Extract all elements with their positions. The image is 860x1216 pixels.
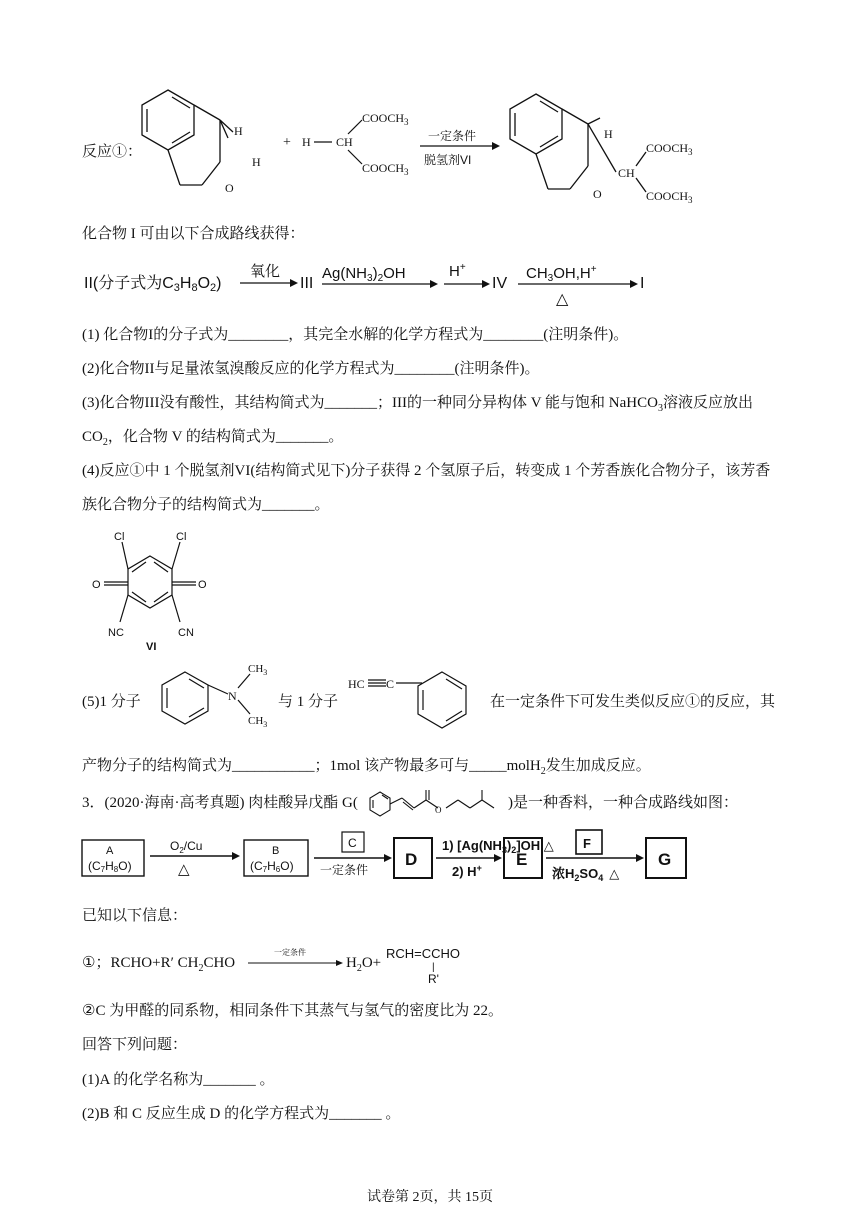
box-A-formula: (C7H8O) bbox=[88, 859, 132, 874]
question-3-line2: $CO_2$，化合物 V 的结构简式为_______。 bbox=[82, 429, 344, 448]
ddq-cl1: Cl bbox=[114, 531, 125, 543]
synthesis-scheme-drawing bbox=[80, 828, 692, 888]
dma-ch3-top: $CH_3$ bbox=[248, 663, 268, 677]
route-arrow3-label: H+ bbox=[449, 262, 466, 280]
ddq-cn: CN bbox=[178, 627, 194, 639]
route-I: I bbox=[640, 275, 645, 292]
scheme-arrow1-top: $O_2/Cu$ bbox=[170, 839, 203, 855]
box-B-formula: (C7H6O) bbox=[250, 859, 294, 874]
box-B-label: B bbox=[272, 845, 280, 857]
route-intro: 化合物 I 可由以下合成路线获得： bbox=[82, 226, 305, 242]
product-ch-text: CH bbox=[618, 166, 635, 180]
reactant-h1-text: H bbox=[234, 124, 243, 138]
question-2: (2)化合物II与足量浓氢溴酸反应的化学方程式为________(注明条件)。 bbox=[82, 361, 540, 377]
reactant-o-text: O bbox=[225, 181, 234, 195]
info-1-product-bar: | bbox=[432, 962, 435, 973]
scheme-arrow3-bottom: 2) H+ bbox=[452, 863, 482, 879]
question-5-line2: 产物分子的结构简式为___________；1mol 该产物最多可与_____molH$_2$发生加成反应。 bbox=[82, 758, 651, 777]
info-1-product-bottom: R' bbox=[428, 972, 439, 986]
isochroman-structure bbox=[142, 90, 233, 185]
malonate-cooch3-bottom: $COOCH_3$ bbox=[362, 161, 409, 177]
question-5-mid: 与 1 分子 bbox=[278, 694, 339, 710]
page-footer: 试卷第 2页，共 15页 bbox=[367, 1190, 493, 1205]
scheme-arrow4-bottom: 浓$H_2SO_4$ △ bbox=[552, 866, 620, 883]
isoamyl-cinnamate-structure bbox=[362, 786, 512, 820]
pa-c-text: C bbox=[386, 677, 395, 691]
ddq-o2: O bbox=[198, 579, 207, 591]
product-h-text: H bbox=[604, 127, 613, 141]
route-start: II(分子式为C3H8O2) bbox=[84, 275, 222, 294]
question-5-pre: (5)1 分子 bbox=[82, 694, 141, 710]
box-C-label: C bbox=[348, 836, 357, 850]
ester-o-text: O bbox=[435, 805, 442, 815]
ddq-cl2: Cl bbox=[176, 531, 187, 543]
reactant-h2-text: H bbox=[252, 155, 261, 169]
info-2: ②C 为甲醛的同系物，相同条件下其蒸气与氢气的密度比为 22。 bbox=[82, 1003, 503, 1019]
route-IV: IV bbox=[492, 275, 508, 292]
dma-n-text: N bbox=[228, 689, 237, 703]
info-1-arrow bbox=[244, 946, 354, 968]
route-arrow1-label: 氧化 bbox=[250, 263, 281, 280]
reaction1-scheme bbox=[130, 80, 730, 220]
answer-question-1: (1)A 的化学名称为_______ 。 bbox=[82, 1072, 275, 1088]
problem-3-intro-post: )是一种香料，一种合成路线如图： bbox=[508, 795, 738, 811]
product-cooch3-top: $COOCH_3$ bbox=[646, 141, 693, 157]
box-E-label: E bbox=[516, 850, 528, 869]
dma-ch3-bottom: $CH_3$ bbox=[248, 715, 268, 729]
question-5-post: 在一定条件下可发生类似反应①的反应，其 bbox=[490, 694, 776, 710]
route-arrow4-label: $CH_3OH,H^+$ bbox=[526, 264, 597, 284]
info-1-product-top: RCH=CCHO bbox=[386, 946, 461, 961]
route-III: III bbox=[300, 275, 314, 292]
scheme-arrow1-heat: △ bbox=[178, 861, 190, 878]
ddq-label: VI bbox=[146, 641, 157, 653]
route-arrow4-heat: △ bbox=[556, 291, 569, 306]
plus-sign: + bbox=[283, 135, 291, 150]
dimethylaniline-structure bbox=[150, 658, 290, 738]
reaction1-condition-top: 一定条件 bbox=[428, 129, 477, 143]
ddq-structure bbox=[80, 528, 220, 658]
box-F-label: F bbox=[583, 836, 591, 851]
answer-intro: 回答下列问题： bbox=[82, 1037, 188, 1053]
info-1-product bbox=[384, 940, 484, 986]
route-to-compound-I bbox=[82, 256, 762, 306]
malonate-ch-text: CH bbox=[336, 135, 353, 149]
pa-hc-text: HC bbox=[348, 677, 365, 691]
question-1: (1) 化合物I的分子式为________，其完全水解的化学方程式为________(注明条件)。 bbox=[82, 327, 629, 343]
malonate-h-text: H bbox=[302, 135, 311, 149]
box-A-label: A bbox=[106, 845, 114, 857]
scheme-arrow2-condition: 一定条件 bbox=[320, 863, 369, 877]
known-info-heading: 已知以下信息： bbox=[82, 908, 188, 924]
reaction1-label: 反应①： bbox=[82, 144, 143, 160]
answer-question-2: (2)B 和 C 反应生成 D 的化学方程式为_______ 。 bbox=[82, 1106, 401, 1122]
question-3-line1: (3)化合物III没有酸性，其结构简式为_______；III的一种同分异构体 V 能与饱和 NaHCO$_3$溶液反应放出 bbox=[82, 395, 753, 414]
question-4-line2: 族化合物分子的结构简式为_______。 bbox=[82, 497, 330, 513]
reaction1-condition-bottom: 脱氢剂VI bbox=[424, 153, 472, 167]
info-1-reactants: ①；RCHO+R′ $CH_2CHO$ bbox=[82, 955, 236, 974]
info-1-condition: 一定条件 bbox=[274, 948, 306, 957]
scheme-arrow3-top: 1) $[Ag(NH_3)_2]OH,\triangle$ bbox=[442, 838, 554, 855]
problem-3-intro-pre: 3．(2020·海南·高考真题) 肉桂酸异戊酯 G( bbox=[82, 795, 358, 811]
box-D-label: D bbox=[405, 850, 418, 869]
phenylacetylene-structure bbox=[346, 664, 486, 744]
malonate-cooch3-top: $COOCH_3$ bbox=[362, 111, 409, 127]
ddq-nc: NC bbox=[108, 627, 124, 639]
product-cooch3-bottom: $COOCH_3$ bbox=[646, 189, 693, 205]
info-1-water: $H_2O+$ bbox=[346, 955, 382, 974]
box-G-label: G bbox=[658, 850, 672, 869]
route-arrow2-label: $Ag(NH_3)_2OH$ bbox=[322, 265, 406, 284]
ddq-o1: O bbox=[92, 579, 101, 591]
question-4-line1: (4)反应①中 1 个脱氢剂VI(结构简式见下)分子获得 2 个氢原子后，转变成 1 个芳香族化合物分子，该芳香 bbox=[82, 463, 771, 479]
product-o-text: O bbox=[593, 187, 602, 201]
